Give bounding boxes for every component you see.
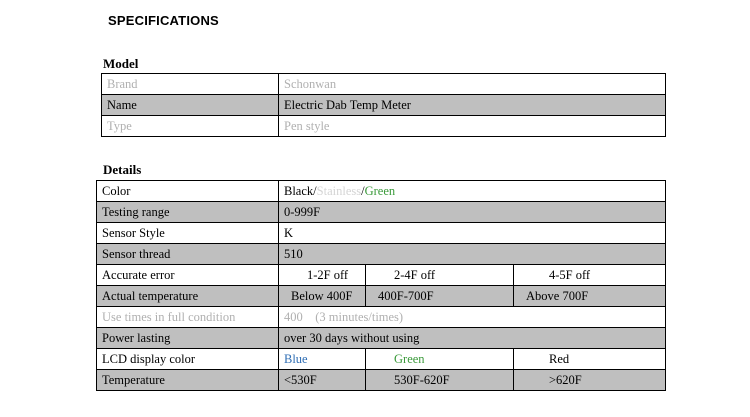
table-row bbox=[97, 286, 666, 307]
brand-label: Brand bbox=[102, 74, 279, 95]
table-row bbox=[97, 328, 666, 349]
actual-temperature-cell: Below 400F bbox=[279, 286, 366, 307]
type-label: Type bbox=[102, 116, 279, 137]
accurate-error-cell: 2-4F off bbox=[366, 265, 514, 286]
use-times-label: Use times in full condition bbox=[97, 307, 279, 328]
actual-temperature-label: Actual temperature bbox=[97, 286, 279, 307]
power-lasting-value: over 30 days without using bbox=[279, 328, 666, 349]
sensor-style-value: K bbox=[279, 223, 666, 244]
actual-temperature-cell: 400F-700F bbox=[366, 286, 514, 307]
actual-temperature-cell: Above 700F bbox=[514, 286, 666, 307]
table-row bbox=[97, 202, 666, 223]
details-heading: Details bbox=[103, 162, 142, 177]
testing-range-value: 0-999F bbox=[279, 202, 666, 223]
color-sep: / bbox=[361, 183, 365, 198]
color-sep: / bbox=[313, 183, 317, 198]
table-row bbox=[97, 223, 666, 244]
table-row bbox=[97, 370, 666, 391]
accurate-error-cell: 4-5F off bbox=[514, 265, 666, 286]
temperature-cell: >620F bbox=[514, 370, 666, 391]
accurate-error-label: Accurate error bbox=[97, 265, 279, 286]
table-row bbox=[97, 307, 666, 328]
color-stainless: Stainless bbox=[316, 183, 362, 198]
sensor-thread-value: 510 bbox=[279, 244, 666, 265]
lcd-color-red: Red bbox=[514, 349, 666, 370]
brand-value: Schonwan bbox=[279, 74, 666, 95]
lcd-color-green: Green bbox=[366, 349, 514, 370]
color-black: Black bbox=[284, 183, 314, 198]
lcd-color-blue: Blue bbox=[279, 349, 366, 370]
lcd-color-label: LCD display color bbox=[97, 349, 279, 370]
color-label: Color bbox=[97, 181, 279, 202]
testing-range-label: Testing range bbox=[97, 202, 279, 223]
name-label: Name bbox=[102, 95, 279, 116]
sensor-thread-label: Sensor thread bbox=[97, 244, 279, 265]
sensor-style-label: Sensor Style bbox=[97, 223, 279, 244]
details-table bbox=[96, 180, 666, 391]
type-value: Pen style bbox=[279, 116, 666, 137]
use-times-number: 400 bbox=[284, 309, 303, 324]
use-times-note: (3 minutes/times) bbox=[315, 309, 404, 324]
temperature-label: Temperature bbox=[97, 370, 279, 391]
table-row bbox=[97, 265, 666, 286]
table-row bbox=[102, 74, 666, 95]
color-value bbox=[279, 181, 666, 202]
page-title: SPECIFICATIONS bbox=[108, 13, 219, 28]
use-times-value bbox=[279, 307, 666, 328]
table-row bbox=[97, 349, 666, 370]
table-row bbox=[97, 244, 666, 265]
power-lasting-label: Power lasting bbox=[97, 328, 279, 349]
model-heading: Model bbox=[103, 56, 139, 71]
color-green: Green bbox=[364, 183, 396, 198]
table-row bbox=[102, 95, 666, 116]
model-table bbox=[101, 73, 666, 137]
accurate-error-cell: 1-2F off bbox=[279, 265, 366, 286]
name-value: Electric Dab Temp Meter bbox=[279, 95, 666, 116]
temperature-cell: <530F bbox=[279, 370, 366, 391]
temperature-cell: 530F-620F bbox=[366, 370, 514, 391]
table-row bbox=[102, 116, 666, 137]
table-row bbox=[97, 181, 666, 202]
